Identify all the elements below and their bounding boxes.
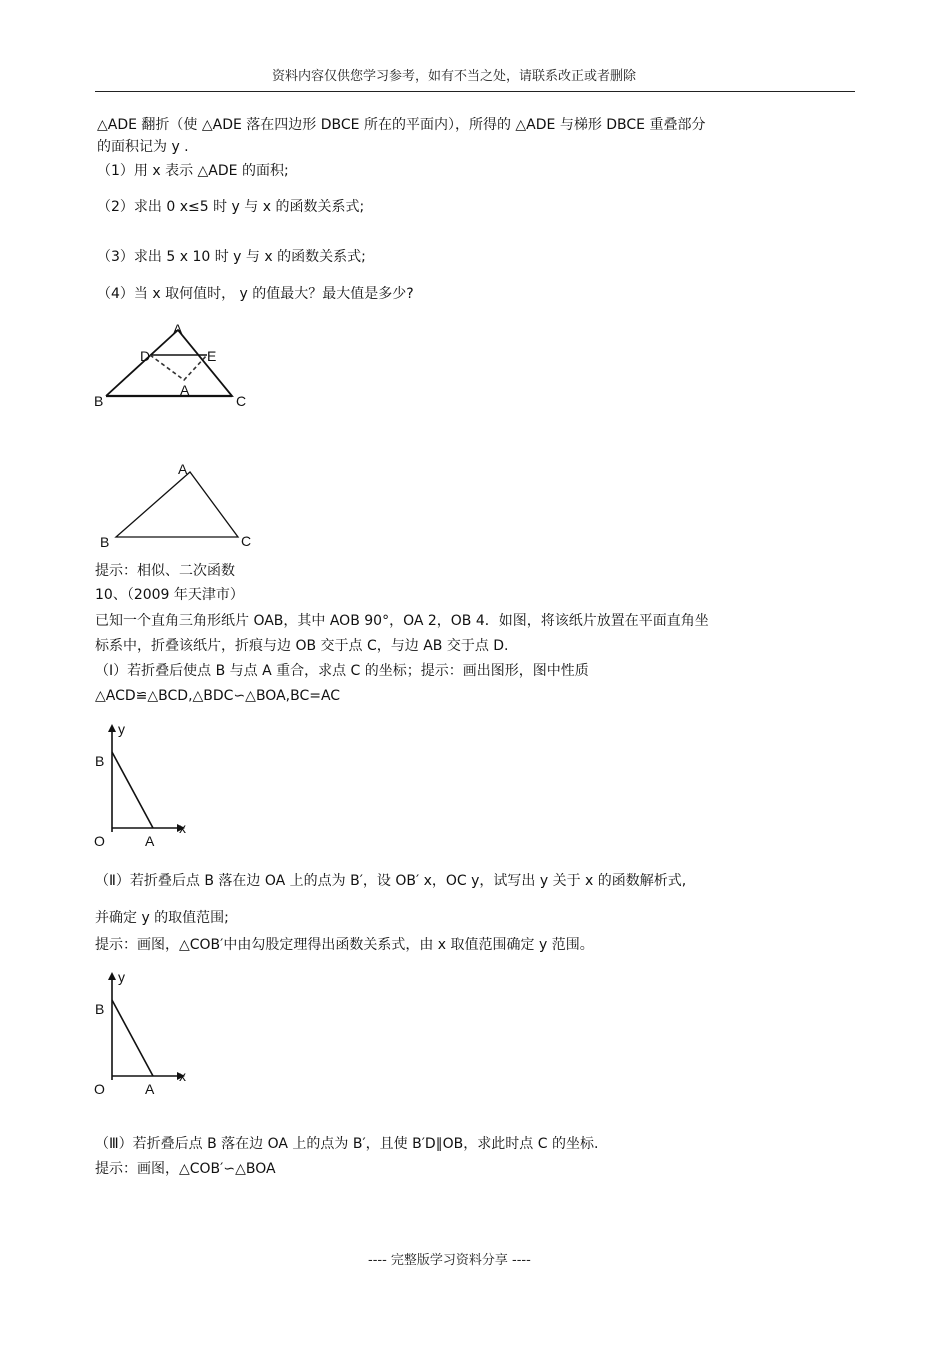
problem10-part1: （Ⅰ）若折叠后使点 B 与点 A 重合，求点 C 的坐标；提示：画出图形，图中性质 [95, 663, 589, 679]
problem9-q3: （3）求出 5 x 10 时 y 与 x 的函数关系式; [97, 249, 366, 265]
problem10-part2-hint: 提示：画图，△COB′中由勾股定理得出函数关系式，由 x 取值范围确定 y 范围。 [95, 937, 594, 953]
axis-y-label: y [118, 969, 125, 985]
label-O: O [94, 833, 105, 849]
page-header: 资料内容仅供您学习参考，如有不当之处，请联系改正或者删除 [272, 69, 637, 84]
axis-x-label: x [179, 820, 186, 836]
problem10-part1-hint: △ACD≌△BCD,△BDC∽△BOA,BC=AC [95, 688, 341, 704]
coordinate-figure-1 [90, 720, 200, 850]
triangle-figure [90, 460, 270, 555]
label-A: A [145, 1081, 155, 1097]
problem10-line1: 已知一个直角三角形纸片 OAB，其中 AOB 90°，OA 2，OB 4．如图，将该纸片放置在平面直角坐 [95, 613, 709, 629]
label-A-folded: A [180, 382, 190, 398]
label-A: A [178, 461, 188, 477]
label-B: B [95, 753, 105, 769]
problem10-part3-hint: 提示：画图，△COB′∽△BOA [95, 1161, 276, 1177]
label-D: D [140, 348, 151, 364]
label-O: O [94, 1081, 105, 1097]
problem10-part2: （Ⅱ）若折叠后点 B 落在边 OA 上的点为 B′，设 OB′ x，OC y，试写出 y 关于 x 的函数解析式, [95, 873, 687, 889]
problem10-part2-range: 并确定 y 的取值范围; [95, 910, 229, 926]
header-rule [95, 91, 855, 92]
label-B: B [94, 393, 104, 409]
problem9-q2: （2）求出 0 x≤5 时 y 与 x 的函数关系式; [97, 199, 365, 215]
triangle-fold-figure [90, 320, 270, 410]
problem9-line2: 的面积记为 y . [97, 139, 189, 155]
problem10-line2: 标系中，折叠该纸片，折痕与边 OB 交于点 C，与边 AB 交于点 D. [95, 638, 509, 654]
label-A: A [173, 321, 183, 337]
page-footer: ---- 完整版学习资料分享 ---- [368, 1253, 531, 1268]
axis-y-label: y [118, 721, 125, 737]
problem10-part3: （Ⅲ）若折叠后点 B 落在边 OA 上的点为 B′，且使 B′D∥OB，求此时点 C 的坐标. [95, 1136, 599, 1152]
label-B: B [100, 534, 110, 550]
label-B: B [95, 1001, 105, 1017]
problem9-q4: （4）当 x 取何值时， y 的值最大？最大值是多少? [97, 286, 414, 302]
label-C: C [241, 533, 252, 549]
axis-x-label: x [179, 1068, 186, 1084]
label-E: E [207, 348, 217, 364]
problem10-title: 10、（2009 年天津市） [95, 587, 244, 603]
label-C: C [236, 393, 247, 409]
problem9-line1: △ADE 翻折（使 △ADE 落在四边形 DBCE 所在的平面内），所得的 △ADE 与梯形 DBCE 重叠部分 [97, 117, 706, 133]
problem9-hint: 提示：相似、二次函数 [95, 563, 235, 579]
problem9-q1: （1）用 x 表示 △ADE 的面积; [97, 163, 289, 179]
coordinate-figure-2 [90, 968, 200, 1098]
label-A: A [145, 833, 155, 849]
